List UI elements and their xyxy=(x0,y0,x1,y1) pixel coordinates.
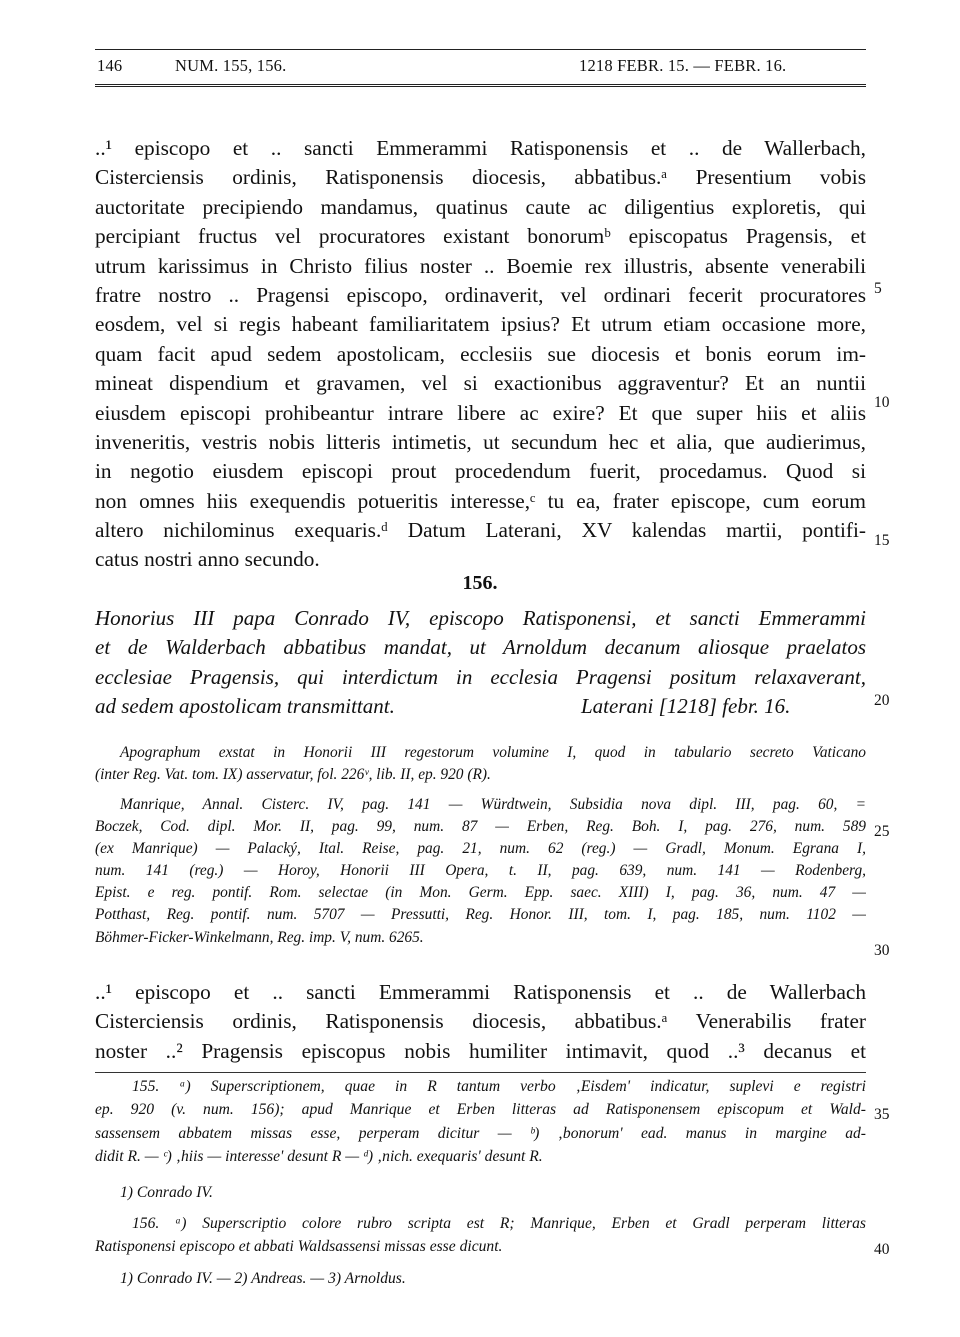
line-number: 25 xyxy=(874,823,890,840)
page-number: 146 xyxy=(97,56,123,75)
regest-date: Laterani [1218] febr. 16. xyxy=(581,694,791,718)
footnote-line: Ratisponensi episcopo et abbati Waldsassensi missas esse dicunt. xyxy=(95,1238,503,1256)
footnote-names-155: 1) Conrado IV. xyxy=(120,1184,213,1201)
text-line: mineat dispendium et gravamen, vel si exactionibus aggraventur? Et an nuntii xyxy=(95,371,866,396)
text-line: percipiant fructus vel procuratores existant bonorumᵇ episcopatus Pragensis, et xyxy=(95,224,866,249)
text-line: fratre nostro .. Pragensi episcopo, ordinaverit, vel ordinari fecerit procuratores xyxy=(95,282,866,307)
regest-line: ecclesiae Pragensis, qui interdictum in ecclesia Pragensi positum relaxaverant, xyxy=(95,664,866,689)
footnotes-156 xyxy=(95,1212,866,1259)
header-date-range: 1218 FEBR. 15. — FEBR. 16. xyxy=(579,56,787,75)
text-line: ..¹ episcopo et .. sancti Emmerammi Ratisponensis et .. de Wallerbach xyxy=(95,980,866,1004)
footnote-rule xyxy=(95,1072,866,1073)
header-bottom-rule xyxy=(95,84,866,87)
source-line: (inter Reg. Vat. tom. IX) asservatur, fol. 226ᵛ, lib. II, ep. 920 (R). xyxy=(95,766,491,784)
line-number: 15 xyxy=(874,532,890,549)
footnote-line: ep. 920 (v. num. 156); apud Manrique et Erben litteras ad Ratisponensem episcopum et Wald- xyxy=(95,1101,866,1119)
text-line: utrum karissimus in Christo filius noster .. Boemie rex illustris, absente venerabili xyxy=(95,253,866,278)
footnote-line: sassensem abbatem missas esse, perperam dicitur — ᵇ) ‚bonorum' ead. manus in margine ad- xyxy=(95,1124,866,1142)
literature-line: Boczek, Cod. dipl. Mor. II, pag. 99, num. 87 — Erben, Reg. Boh. I, pag. 276, num. 589 xyxy=(95,818,866,836)
text-line: eosdem, vel si regis habeant familiaritatem ipsius? Et utrum etiam occasione more, xyxy=(95,312,866,337)
doc156-text xyxy=(95,978,866,1066)
line-number: 30 xyxy=(874,942,890,959)
literature-line: num. 141 (reg.) — Horoy, Honorii III Opera, t. II, pag. 639, num. 141 — Rodenberg, xyxy=(95,862,866,880)
footnote-line: 156. ᵃ) Superscriptio colore rubro scripta est R; Manrique, Erben et Gradl perperam litteras xyxy=(132,1215,866,1232)
literature-line: Böhmer-Ficker-Winkelmann, Reg. imp. V, num. 6265. xyxy=(95,928,424,946)
text-line: quam facit apud sedem apostolicam, ecclesiis sue diocesis et bonis eorum im- xyxy=(95,341,866,366)
doc156-source-note xyxy=(95,742,866,786)
text-line: non omnes hiis exequendis potueritis interesse,ᶜ tu ea, frater episcope, cum eorum xyxy=(95,488,866,513)
literature-line: Epist. e reg. pontif. Rom. selectae (in Mon. Germ. Epp. saec. XIII) I, pag. 36, num. 47 — xyxy=(95,884,866,902)
text-line: eiusdem episcopi prohibeantur intrare libere ac exire? Et que super hiis et aliis xyxy=(95,400,866,425)
text-line: auctoritate precipiendo mandamus, quatinus caute ac diligentius exploretis, qui xyxy=(95,194,866,219)
footnote-names-156: 1) Conrado IV. — 2) Andreas. — 3) Arnoldus. xyxy=(120,1270,406,1287)
line-number: 5 xyxy=(874,280,882,297)
regest-line: Honorius III papa Conrado IV, episcopo Ratisponensi, et sancti Emmerammi xyxy=(95,606,866,630)
line-number: 10 xyxy=(874,394,890,411)
text-line: altero nichilominus exequaris.ᵈ Datum Laterani, XV kalendas martii, pontifi- xyxy=(95,518,866,543)
footnotes-155 xyxy=(95,1075,866,1168)
line-number: 20 xyxy=(874,692,890,709)
doc156-regest xyxy=(95,604,866,721)
footnote-line: 155. ᵃ) Superscriptionem, quae in R tantum verbo ‚Eisdem' indicatur, suplevi e registri xyxy=(132,1078,866,1095)
text-line: ..¹ episcopo et .. sancti Emmerammi Ratisponensis et .. de Wallerbach, xyxy=(95,136,866,160)
text-line: Cisterciensis ordinis, Ratisponensis diocesis, abbatibus.ᵃ Presentium vobis xyxy=(95,165,866,190)
document-number-156: 156. xyxy=(462,572,498,594)
text-line: noster ..² Pragensis episcopus nobis humiliter intimavit, quod ..³ decanus et xyxy=(95,1038,866,1063)
doc155-text xyxy=(95,134,866,575)
regest-line: ad sedem apostolicam transmittant. xyxy=(95,693,395,718)
line-number: 35 xyxy=(874,1106,890,1123)
footnote-line: didit R. — ᶜ) ‚hiis — interesse' desunt R — ᵈ) ‚nich. exequaris' desunt R. xyxy=(95,1147,543,1165)
text-line: catus nostri anno secundo. xyxy=(95,547,320,572)
text-line: inveneritis, vestris nobis litteris intimetis, ut secundum hec et alia, que audierimus, xyxy=(95,429,866,454)
text-line: in negotio eiusdem episcopi prout procedendum fuerit, procedamus. Quod si xyxy=(95,459,866,484)
header-top-rule xyxy=(95,49,866,50)
header-document-numbers: NUM. 155, 156. xyxy=(175,56,287,75)
source-line: Apographum exstat in Honorii III regestorum volumine I, quod in tabulario secreto Vaticano xyxy=(120,744,866,761)
literature-line: Manrique, Annal. Cisterc. IV, pag. 141 — Würdtwein, Subsidia nova dipl. III, pag. 60, = xyxy=(120,796,866,813)
literature-line: Potthast, Reg. pontif. num. 5707 — Pressutti, Reg. Honor. III, tom. I, pag. 185, num. 1102 — xyxy=(95,906,866,924)
text-line: Cisterciensis ordinis, Ratisponensis diocesis, abbatibus.ᵃ Venerabilis frater xyxy=(95,1009,866,1034)
literature-line: (ex Manrique) — Palacký, Ital. Reise, pag. 21, num. 62 (reg.) — Gradl, Monum. Egrana I, xyxy=(95,840,866,858)
line-number: 40 xyxy=(874,1241,890,1258)
regest-line: et de Walderbach abbatibus mandat, ut Arnoldum decanum aliosque praelatos xyxy=(95,635,866,660)
doc156-literature xyxy=(95,794,866,949)
